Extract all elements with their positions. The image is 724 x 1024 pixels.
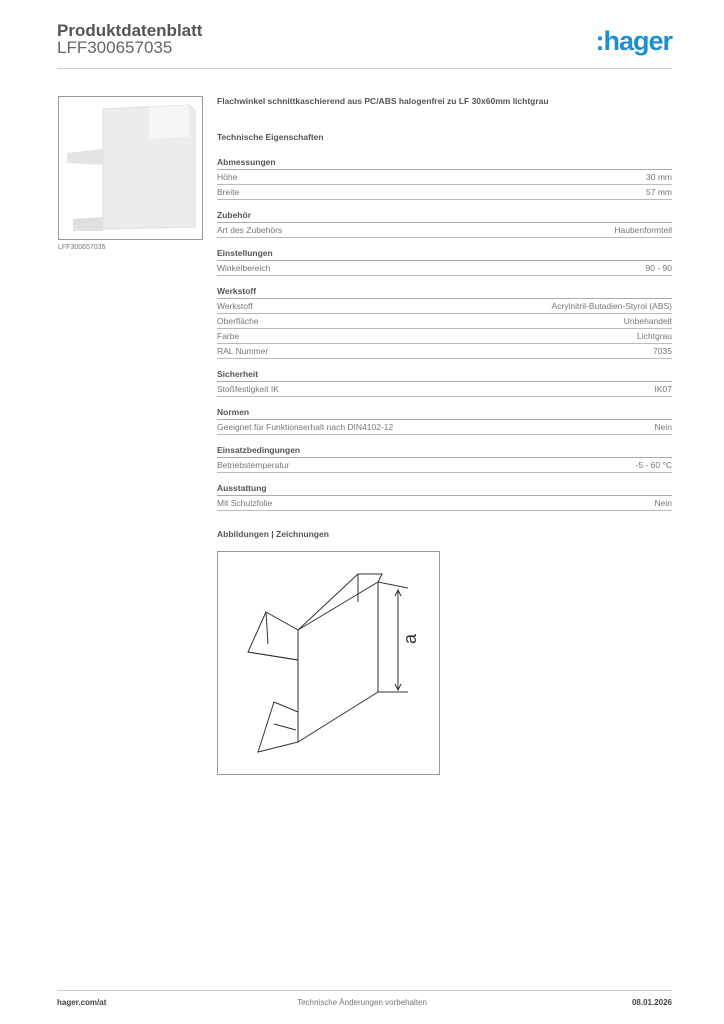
property-row <box>217 496 672 511</box>
property-section <box>217 156 672 200</box>
technical-drawing <box>217 551 440 775</box>
property-row <box>217 458 672 473</box>
property-label: Stoßfestigkeit IK <box>217 384 279 394</box>
property-row <box>217 299 672 314</box>
property-row <box>217 382 672 397</box>
property-section <box>217 444 672 473</box>
property-label: Winkelbereich <box>217 263 271 273</box>
main-content <box>217 96 672 539</box>
property-section <box>217 247 672 276</box>
section-heading: Normen <box>217 406 672 420</box>
property-value: 7035 <box>653 346 672 356</box>
property-value: Nein <box>654 422 672 432</box>
property-value: Lichtgrau <box>637 331 672 341</box>
property-value: 30 mm <box>646 172 672 182</box>
property-value: Acrylnitril-Butadien-Styrol (ABS) <box>551 301 672 311</box>
property-value: 57 mm <box>646 187 672 197</box>
section-heading: Einstellungen <box>217 247 672 261</box>
property-section <box>217 209 672 238</box>
hager-logo: :hager <box>595 26 672 56</box>
property-row <box>217 261 672 276</box>
dimension-label: a <box>400 633 420 644</box>
property-label: Oberfläche <box>217 316 259 326</box>
product-image <box>58 96 203 240</box>
property-label: Breite <box>217 187 240 197</box>
footer-date: 08.01.2026 <box>631 998 672 1007</box>
section-heading: Abmessungen <box>217 156 672 170</box>
property-value: 90 - 90 <box>645 263 672 273</box>
property-section <box>217 406 672 435</box>
section-heading: Werkstoff <box>217 285 672 299</box>
property-label: Geeignet für Funktionserhalt nach DIN4102-12 <box>217 422 394 432</box>
property-label: Art des Zubehörs <box>217 225 283 235</box>
property-label: Höhe <box>217 172 238 182</box>
property-row <box>217 170 672 185</box>
section-heading: Ausstattung <box>217 482 672 496</box>
property-value: -5 - 60 °C <box>635 460 672 470</box>
property-section <box>217 482 672 511</box>
property-row <box>217 420 672 435</box>
product-image-caption: LFF300657035 <box>58 244 106 251</box>
property-value: IK07 <box>654 384 672 394</box>
tech-properties-heading: Technische Eigenschaften <box>217 132 324 142</box>
property-label: RAL Nummer <box>217 346 269 356</box>
property-section <box>217 368 672 397</box>
product-code: LFF300657035 <box>57 38 173 57</box>
property-label: Mit Schutzfolie <box>217 498 273 508</box>
property-row <box>217 314 672 329</box>
section-heading: Einsatzbedingungen <box>217 444 672 458</box>
footer-divider <box>57 990 672 991</box>
product-description: Flachwinkel schnittkaschierend aus PC/ABS halogenfrei zu LF 30x60mm lichtgrau <box>217 96 549 106</box>
property-row <box>217 185 672 200</box>
property-row <box>217 329 672 344</box>
drawings-heading: Abbildungen | Zeichnungen <box>217 529 329 539</box>
footer-website-link[interactable]: hager.com/at <box>57 998 107 1007</box>
property-section <box>217 285 672 359</box>
header-divider <box>57 68 672 69</box>
property-value: Nein <box>654 498 672 508</box>
property-value: Haubenformteil <box>614 225 672 235</box>
section-heading: Zubehör <box>217 209 672 223</box>
page-title: Produktdatenblatt <box>57 21 203 40</box>
property-label: Werkstoff <box>217 301 253 311</box>
section-heading: Sicherheit <box>217 368 672 382</box>
footer-disclaimer: Technische Änderungen vorbehalten <box>297 998 427 1007</box>
property-row <box>217 223 672 238</box>
property-label: Betriebstemperatur <box>217 460 290 470</box>
property-value: Unbehandelt <box>623 316 672 326</box>
property-row <box>217 344 672 359</box>
property-label: Farbe <box>217 331 240 341</box>
